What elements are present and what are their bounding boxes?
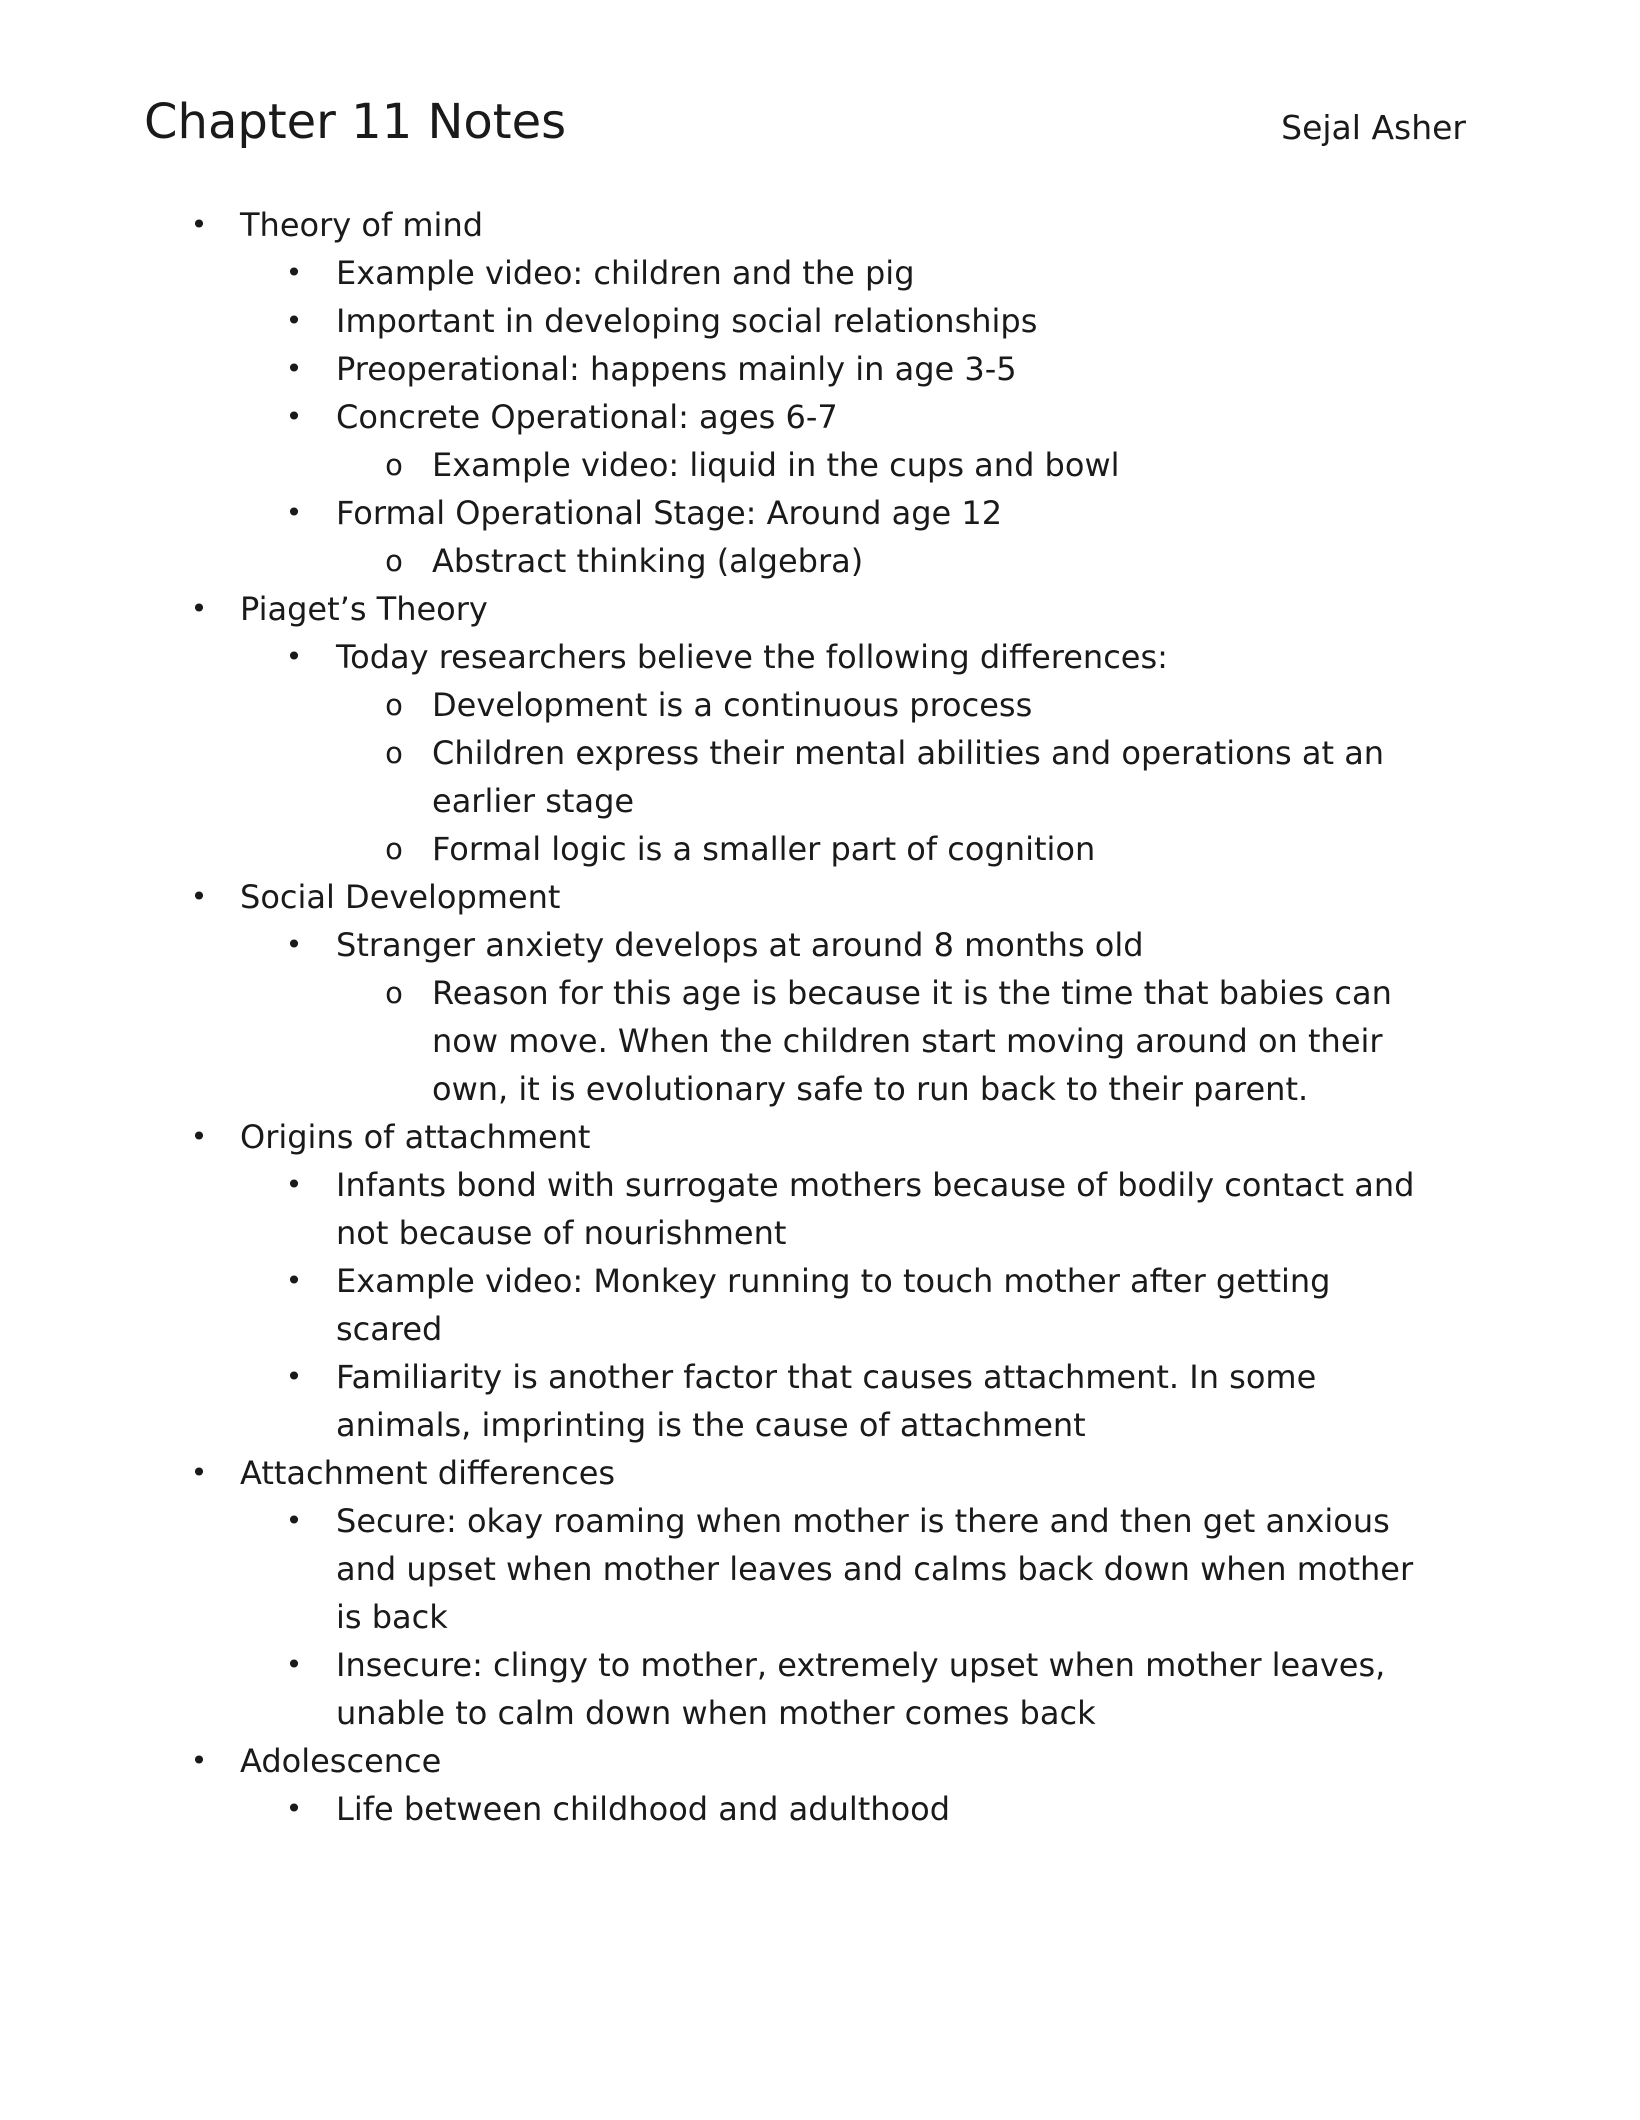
outline-item (0, 537, 1640, 585)
bullet-icon: • (285, 1168, 303, 1201)
circle-bullet-icon: o (385, 544, 403, 578)
circle-bullet-icon: o (385, 976, 403, 1010)
outline-text: Social Development (240, 878, 561, 916)
outline-text: Formal logic is a smaller part of cognition (432, 830, 1096, 868)
outline-item-continuation (0, 1689, 1640, 1737)
circle-bullet-icon: o (385, 736, 403, 770)
bullet-icon: • (285, 928, 303, 961)
author-name: Sejal Asher (1281, 108, 1466, 147)
circle-bullet-icon: o (385, 448, 403, 482)
outline-text: now move. When the children start moving around on their (432, 1022, 1383, 1060)
outline-item-continuation (0, 1593, 1640, 1641)
bullet-icon: • (190, 592, 208, 625)
outline-item (0, 585, 1640, 633)
outline-text: Insecure: clingy to mother, extremely upset when mother leaves, (336, 1646, 1386, 1684)
bullet-icon: • (285, 352, 303, 385)
outline-text: scared (336, 1310, 443, 1348)
outline-text: Example video: children and the pig (336, 254, 915, 292)
outline-item (0, 1257, 1640, 1305)
outline-text: Preoperational: happens mainly in age 3-5 (336, 350, 1017, 388)
outline-text: Important in developing social relationships (336, 302, 1038, 340)
outline-text: Development is a continuous process (432, 686, 1033, 724)
outline-text: Infants bond with surrogate mothers because of bodily contact and (336, 1166, 1415, 1204)
outline-item (0, 1641, 1640, 1689)
outline-item (0, 633, 1640, 681)
bullet-icon: • (285, 400, 303, 433)
outline-text: not because of nourishment (336, 1214, 787, 1252)
bullet-icon: • (285, 640, 303, 673)
outline-text: Abstract thinking (algebra) (432, 542, 864, 580)
outline-text: Stranger anxiety develops at around 8 months old (336, 926, 1144, 964)
bullet-icon: • (190, 880, 208, 913)
outline-item (0, 1449, 1640, 1497)
outline-item (0, 489, 1640, 537)
outline-item (0, 729, 1640, 777)
outline-item (0, 1161, 1640, 1209)
outline-item-continuation (0, 1401, 1640, 1449)
outline-text: Theory of mind (240, 206, 484, 244)
outline-item (0, 1737, 1640, 1785)
outline-item (0, 297, 1640, 345)
outline-text: Formal Operational Stage: Around age 12 (336, 494, 1003, 532)
outline-text: Reason for this age is because it is the time that babies can (432, 974, 1392, 1012)
bullet-icon: • (285, 1648, 303, 1681)
outline-item-continuation (0, 1545, 1640, 1593)
outline-item (0, 1497, 1640, 1545)
outline-text: unable to calm down when mother comes back (336, 1694, 1096, 1732)
outline-item-continuation (0, 1209, 1640, 1257)
outline-item-continuation (0, 1065, 1640, 1113)
bullet-icon: • (285, 1792, 303, 1825)
outline-text: Origins of attachment (240, 1118, 591, 1156)
outline-item (0, 681, 1640, 729)
outline-text: Concrete Operational: ages 6-7 (336, 398, 838, 436)
outline-item (0, 1353, 1640, 1401)
outline-text: Attachment differences (240, 1454, 616, 1492)
outline-item-continuation (0, 777, 1640, 825)
bullet-icon: • (285, 496, 303, 529)
outline-text: Adolescence (240, 1742, 442, 1780)
bullet-icon: • (285, 1360, 303, 1393)
bullet-icon: • (190, 1744, 208, 1777)
bullet-icon: • (285, 1264, 303, 1297)
outline-text: own, it is evolutionary safe to run back to their parent. (432, 1070, 1309, 1108)
outline-text: Life between childhood and adulthood (336, 1790, 951, 1828)
outline-text: and upset when mother leaves and calms back down when mother (336, 1550, 1414, 1588)
outline-item (0, 201, 1640, 249)
bullet-icon: • (190, 208, 208, 241)
outline-text: Secure: okay roaming when mother is there and then get anxious (336, 1502, 1390, 1540)
outline-item (0, 1785, 1640, 1833)
notes-outline (0, 201, 1640, 1833)
outline-text: Today researchers believe the following differences: (336, 638, 1168, 676)
circle-bullet-icon: o (385, 832, 403, 866)
outline-item (0, 441, 1640, 489)
outline-text: Familiarity is another factor that causes attachment. In some (336, 1358, 1317, 1396)
outline-item (0, 345, 1640, 393)
outline-item-continuation (0, 1305, 1640, 1353)
document-title: Chapter 11 Notes (144, 94, 567, 150)
outline-item (0, 249, 1640, 297)
bullet-icon: • (285, 304, 303, 337)
bullet-icon: • (190, 1120, 208, 1153)
outline-text: Piaget’s Theory (240, 590, 488, 628)
outline-item (0, 825, 1640, 873)
outline-item (0, 921, 1640, 969)
outline-text: Example video: liquid in the cups and bowl (432, 446, 1120, 484)
outline-text: Children express their mental abilities and operations at an (432, 734, 1385, 772)
outline-text: earlier stage (432, 782, 635, 820)
outline-item-continuation (0, 1017, 1640, 1065)
bullet-icon: • (285, 1504, 303, 1537)
outline-item (0, 969, 1640, 1017)
bullet-icon: • (285, 256, 303, 289)
outline-text: Example video: Monkey running to touch mother after getting (336, 1262, 1331, 1300)
outline-text: animals, imprinting is the cause of attachment (336, 1406, 1086, 1444)
bullet-icon: • (190, 1456, 208, 1489)
outline-item (0, 873, 1640, 921)
circle-bullet-icon: o (385, 688, 403, 722)
outline-item (0, 1113, 1640, 1161)
outline-text: is back (336, 1598, 448, 1636)
outline-item (0, 393, 1640, 441)
